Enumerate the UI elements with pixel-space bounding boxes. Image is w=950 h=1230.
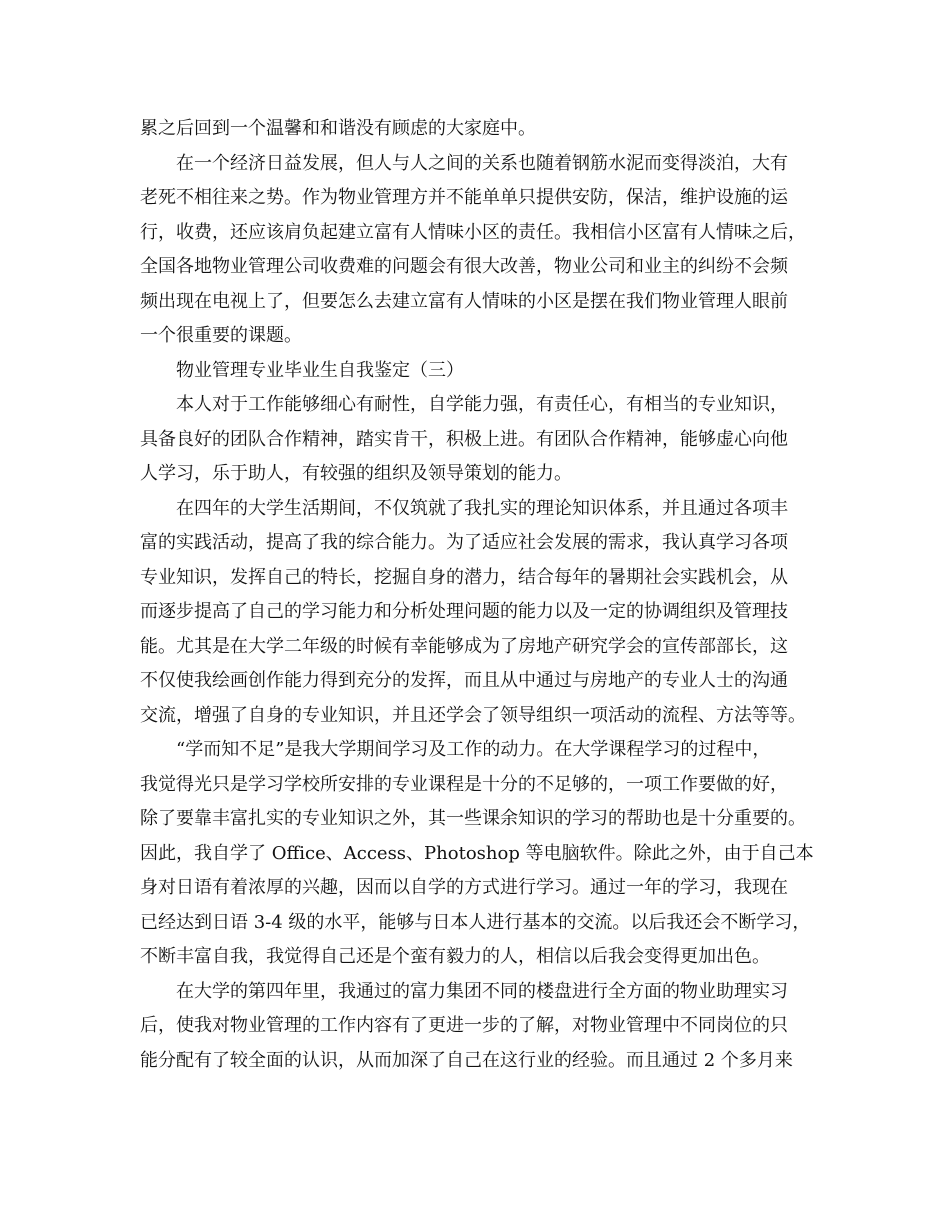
text-line: 频出现在电视上了，但要怎么去建立富有人情味的小区是摆在我们物业管理人眼前 [140, 290, 788, 312]
text-line: 本人对于工作能够细心有耐性，自学能力强，有责任心，有相当的专业知识， [176, 394, 788, 415]
text-line: 已经达到日语 3-4 级的水平，能够与日本人进行基本的交流。以后我还会不断学习， [140, 911, 811, 933]
text-line: 后，使我对物业管理的工作内容有了更进一步的了解，对物业管理中不同岗位的只 [140, 1015, 788, 1036]
text-line: 除了要靠丰富扎实的专业知识之外，其一些课余知识的学习的帮助也是十分重要的。 [140, 808, 806, 829]
text-line: 而逐步提高了自己的学习能力和分析处理问题的能力以及一定的协调组织及管理技 [140, 601, 788, 622]
text-line: 在大学的第四年里，我通过的富力集团不同的楼盘进行全方面的物业助理实习 [176, 980, 788, 1002]
text-line: 能分配有了较全面的认识，从而加深了自己在这行业的经验。而且通过 2 个多月来 [140, 1049, 793, 1071]
text-line: 老死不相往来之势。作为物业管理方并不能单单只提供安防，保洁，维护设施的运 [140, 187, 788, 208]
text-line: 一个很重要的课题。 [140, 325, 302, 346]
text-line: 在一个经济日益发展，但人与人之间的关系也随着钢筋水泥而变得淡泊，大有 [176, 152, 788, 174]
text-line: “学而知不足”是我大学期间学习及工作的动力。在大学课程学习的过程中， [176, 739, 771, 760]
text-line: 在四年的大学生活期间，不仅筑就了我扎实的理论知识体系，并且通过各项丰 [176, 497, 788, 519]
text-line: 行，收费，还应该肩负起建立富有人情味小区的责任。我相信小区富有人情味之后， [140, 221, 806, 243]
text-line: 能。尤其是在大学二年级的时候有幸能够成为了房地产研究学会的宣传部部长，这 [140, 635, 788, 657]
text-line: 身对日语有着浓厚的兴趣，因而以自学的方式进行学习。通过一年的学习，我现在 [140, 877, 788, 898]
text-line: 不仅使我绘画创作能力得到充分的发挥，而且从中通过与房地产的专业人士的沟通 [140, 670, 788, 691]
text-line: 我觉得光只是学习学校所安排的专业课程是十分的不足够的，一项工作要做的好， [140, 773, 788, 795]
text-line: 富的实践活动，提高了我的综合能力。为了适应社会发展的需求，我认真学习各项 [140, 532, 788, 553]
text-line: 人学习，乐于助人，有较强的组织及领导策划的能力。 [140, 463, 572, 484]
text-line: 专业知识，发挥自己的特长，挖掘自身的潜力，结合每年的暑期社会实践机会，从 [140, 566, 788, 588]
text-line: 交流，增强了自身的专业知识，并且还学会了领导组织一项活动的流程、方法等等。 [140, 704, 806, 726]
document-body [140, 112, 830, 1078]
text-line: 全国各地物业管理公司收费难的问题会有很大改善，物业公司和业主的纠纷不会频 [140, 256, 788, 277]
text-line: 具备良好的团队合作精神，踏实肯干，积极上进。有团队合作精神，能够虚心向他 [140, 428, 788, 450]
text-line: 不断丰富自我，我觉得自己还是个蛮有毅力的人，相信以后我会变得更加出色。 [140, 946, 770, 967]
text-line: 物业管理专业毕业生自我鉴定（三） [176, 359, 464, 381]
text-line: 累之后回到一个温馨和和谐没有顾虑的大家庭中。 [140, 118, 536, 139]
text-line: 因此，我自学了 Office、Access、Photoshop 等电脑软件。除此之外，由于自己本 [140, 842, 814, 864]
